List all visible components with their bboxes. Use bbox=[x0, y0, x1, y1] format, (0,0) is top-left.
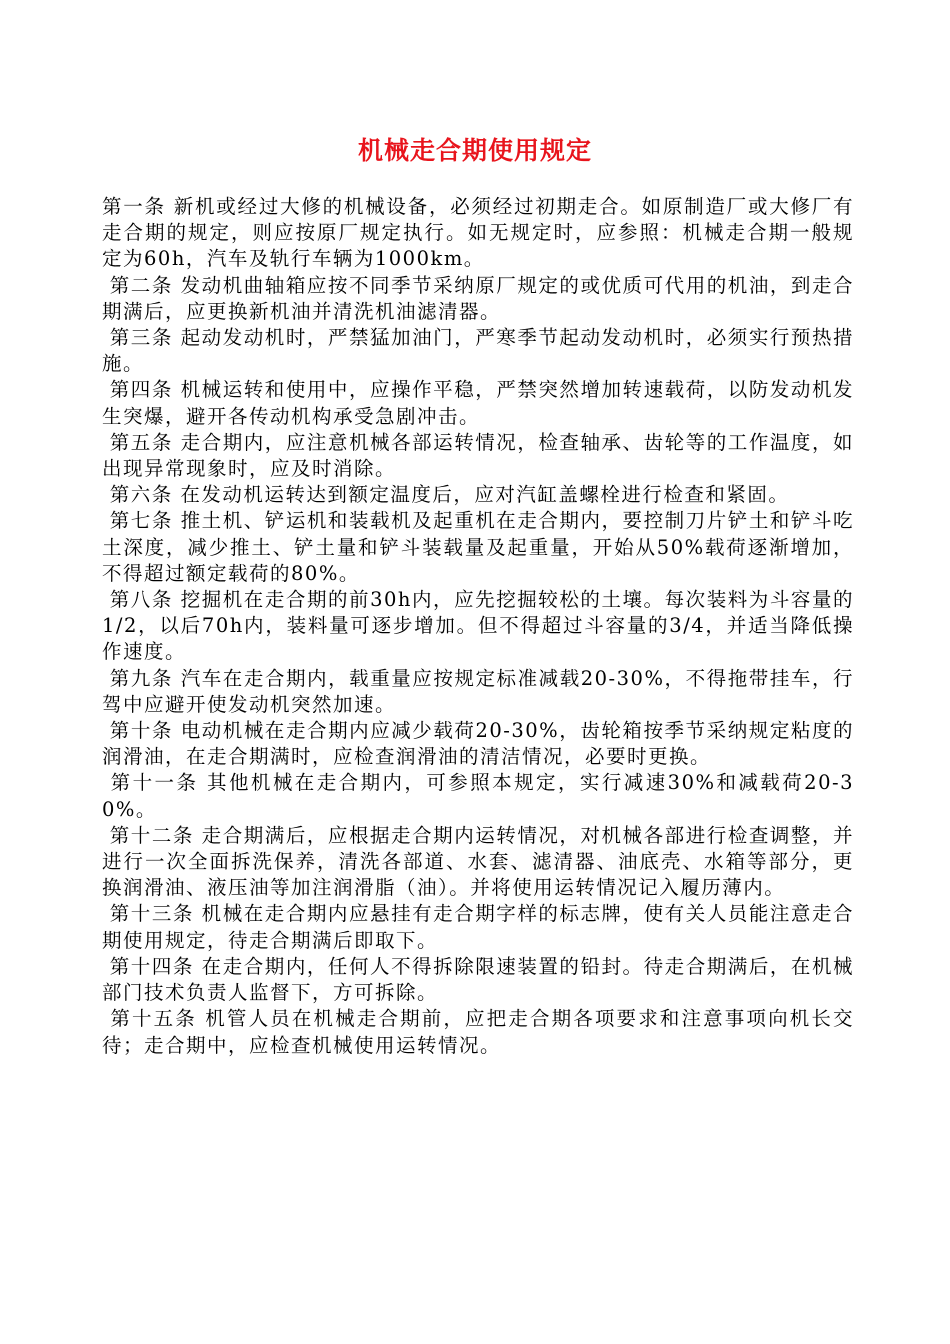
article-11: 第十一条 其他机械在走合期内，可参照本规定，实行减速30%和减载荷20-30%。 bbox=[102, 771, 854, 821]
article-4: 第四条 机械运转和使用中，应操作平稳，严禁突然增加转速载荷，以防发动机发生突爆，避开各传动机构承受急剧冲击。 bbox=[102, 378, 854, 428]
article-10: 第十条 电动机械在走合期内应减少载荷20-30%，齿轮箱按季节采纳规定粘度的润滑油，在走合期满时，应检查润滑油的清洁情况，必要时更换。 bbox=[102, 719, 854, 769]
article-14: 第十四条 在走合期内，任何人不得拆除限速装置的铅封。待走合期满后，在机械部门技术负责人监督下，方可拆除。 bbox=[102, 954, 854, 1005]
article-1: 第一条 新机或经过大修的机械设备，必须经过初期走合。如原制造厂或大修厂有走合期的规定，则应按原厂规定执行。如无规定时，应参照：机械走合期一般规定为60h，汽车及轨行车辆为1000km。 bbox=[102, 195, 854, 271]
article-2: 第二条 发动机曲轴箱应按不同季节采纳原厂规定的或优质可代用的机油，到走合期满后，应更换新机油并清洗机油滤清器。 bbox=[102, 273, 854, 323]
document-title: 机械走合期使用规定 bbox=[357, 136, 592, 165]
article-6: 第六条 在发动机运转达到额定温度后，应对汽缸盖螺栓进行检查和紧固。 bbox=[102, 483, 790, 507]
article-12: 第十二条 走合期满后，应根据走合期内运转情况，对机械各部进行检查调整，并进行一次全面拆洗保养，清洗各部道、水套、滤清器、油底壳、水箱等部分，更换润滑油、液压油等加注润滑脂（油）。并将使用运转情况记入履历薄内。 bbox=[102, 823, 854, 900]
article-8: 第八条 挖掘机在走合期的前30h内，应先挖掘较松的土壤。每次装料为斗容量的1/2，以后70h内，装料量可逐步增加。但不得超过斗容量的3/4，并适当降低操作速度。 bbox=[102, 588, 854, 664]
article-9: 第九条 汽车在走合期内，载重量应按规定标准减载20-30%，不得拖带挂车，行驾中应避开使发动机突然加速。 bbox=[102, 666, 854, 716]
article-13: 第十三条 机械在走合期内应悬挂有走合期字样的标志牌，使有关人员能注意走合期使用规定，待走合期满后即取下。 bbox=[102, 902, 854, 952]
article-15: 第十五条 机管人员在机械走合期前，应把走合期各项要求和注意事项向机长交待；走合期中，应检查机械使用运转情况。 bbox=[102, 1007, 855, 1057]
document-body bbox=[102, 194, 854, 1059]
article-7: 第七条 推土机、铲运机和装载机及起重机在走合期内，要控制刀片铲土和铲斗吃土深度，减少推土、铲土量和铲斗装载量及起重量，开始从50%载荷逐渐增加，不得超过额定载荷的80%。 bbox=[102, 509, 854, 585]
article-3: 第三条 起动发动机时，严禁猛加油门，严寒季节起动发动机时，必须实行预热措施。 bbox=[102, 326, 854, 376]
article-5: 第五条 走合期内，应注意机械各部运转情况，检查轴承、齿轮等的工作温度，如出现异常现象时，应及时消除。 bbox=[102, 430, 854, 481]
